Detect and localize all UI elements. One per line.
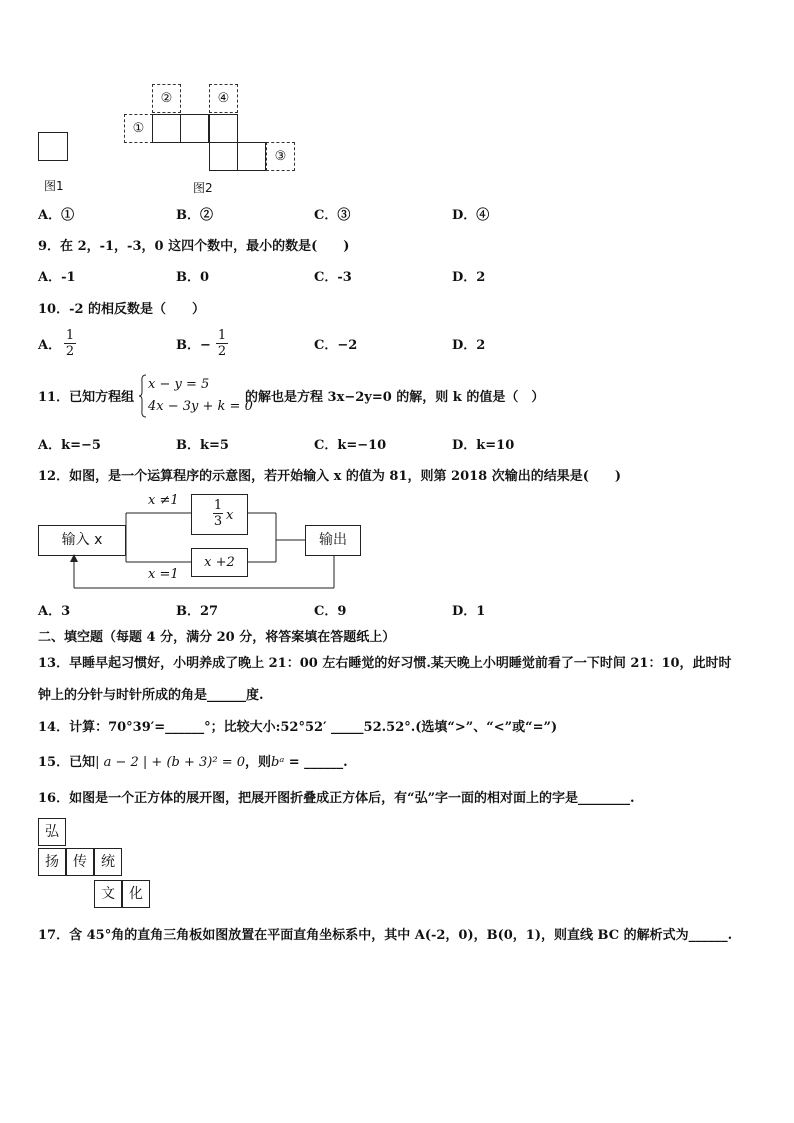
- q11-system-brace: [138, 374, 148, 418]
- q11-option-d: D．k=10: [452, 438, 515, 453]
- q10-option-a-fraction: 1 2: [65, 328, 75, 359]
- q9-option-c: C．-3: [314, 270, 352, 285]
- q15-suffix: = ______.: [284, 755, 348, 770]
- figure-q8: [36, 82, 306, 194]
- q11-option-a: A．k=−5: [38, 438, 101, 453]
- q10-option-c: C．−2: [314, 338, 358, 353]
- condition-equals-one: x =1: [148, 567, 179, 582]
- q10-option-a: [38, 338, 61, 354]
- q9-option-b: B．0: [176, 270, 210, 285]
- q8-option-c: C．③: [314, 208, 351, 223]
- condition-not-one: x ≠1: [148, 493, 179, 508]
- net-cell-label-1: ①: [124, 114, 153, 143]
- net-cell-chuan: 传: [66, 848, 94, 876]
- net-cell: [209, 142, 238, 171]
- q12-option-c: C．9: [314, 604, 347, 619]
- q13-line-1: 13．早睡早起习惯好，小明养成了晚上 21：00 左右睡觉的好习惯.某天晚上小明睡觉前看了一下时间 21：10，此时时: [38, 656, 732, 671]
- fig1-caption: 图1: [44, 179, 64, 193]
- q10-option-a-prefix: A．: [38, 338, 62, 353]
- q11-prefix: 11．已知方程组: [38, 390, 135, 405]
- brace-icon: [138, 374, 148, 418]
- q10-option-d: D．2: [452, 338, 486, 353]
- q12-stem: 12．如图，是一个运算程序的示意图，若开始输入 x 的值为 81，则第 2018 次输出的结果是( ): [38, 469, 622, 484]
- net-cell-label-2: ②: [152, 84, 181, 113]
- q10-option-b: [176, 338, 211, 354]
- fig2-caption: 图2: [193, 181, 213, 195]
- plus-two-box: x +2: [191, 548, 248, 577]
- q12-option-d: D．1: [452, 604, 486, 619]
- net-cell-hong: 弘: [38, 818, 66, 846]
- q9-stem: 9．在 2，-1，-3，0 这四个数中，最小的数是( ): [38, 239, 350, 254]
- q14-stem: 14．计算：70°39′=______°；比较大小:52°52′ _____52.52°.(选填“>”、“<”或“=”): [38, 720, 558, 735]
- q11-option-b: B．k=5: [176, 438, 229, 453]
- net-cell: [237, 142, 266, 171]
- q15-prefix: 15．已知: [38, 755, 96, 770]
- q16-cube-net: [38, 818, 150, 914]
- net-cell-yang: 扬: [38, 848, 66, 876]
- net-cell-tong: 统: [94, 848, 122, 876]
- output-box: 输出: [305, 525, 361, 556]
- net-cell-label-3: ③: [266, 142, 295, 171]
- net-cell-wen: 文: [94, 880, 122, 908]
- q15-mid: ，则: [245, 755, 272, 770]
- q12-option-b: B．27: [176, 604, 219, 619]
- net-cell-hua: 化: [122, 880, 150, 908]
- q10-stem: 10．-2 的相反数是（ ）: [38, 302, 206, 317]
- q15-line: [38, 755, 348, 771]
- q11-suffix: 的解也是方程 3x−2y=0 的解，则 k 的值是（ ）: [245, 390, 545, 405]
- q16-stem: 16．如图是一个正方体的展开图，把展开图折叠成正方体后，有“弘”字一面的相对面上的字是________.: [38, 791, 635, 806]
- top-variable: x: [226, 508, 234, 523]
- q12-option-a: A．3: [38, 604, 71, 619]
- q15-expression: | a − 2 | + (b + 3)² = 0: [95, 755, 245, 770]
- net-cell: [180, 114, 209, 143]
- fig1-square: [38, 132, 68, 161]
- net-cell-label-4: ④: [209, 84, 238, 113]
- q11-equation-2: 4x − 3y + k = 0: [148, 399, 253, 414]
- q9-option-d: D．2: [452, 270, 486, 285]
- q15-power: bᵃ: [271, 755, 285, 770]
- q8-option-d: D．④: [452, 208, 490, 223]
- q13-line-2: 钟上的分针与时针所成的角是______度.: [38, 688, 264, 703]
- q17-stem: 17．含 45°角的直角三角板如图放置在平面直角坐标系中，其中 A(-2，0)，B(0，1)，则直线 BC 的解析式为______.: [38, 928, 733, 943]
- section-heading: 二、填空题（每题 4 分，满分 20 分，将答案填在答题纸上）: [38, 630, 396, 645]
- top-fraction: 1 3: [213, 498, 223, 529]
- q11-equation-1: x − y = 5: [148, 377, 210, 392]
- q9-option-a: A．-1: [38, 270, 76, 285]
- input-box: 输入 x: [38, 525, 126, 556]
- q11-option-c: C．k=−10: [314, 438, 387, 453]
- q8-option-a: A．①: [38, 208, 75, 223]
- q12-flowchart: [38, 490, 368, 595]
- net-cell: [209, 114, 238, 143]
- q10-option-b-prefix: B．−: [176, 338, 211, 353]
- q8-option-b: B．②: [176, 208, 213, 223]
- net-cell: [152, 114, 181, 143]
- q10-option-b-fraction: 1 2: [217, 328, 227, 359]
